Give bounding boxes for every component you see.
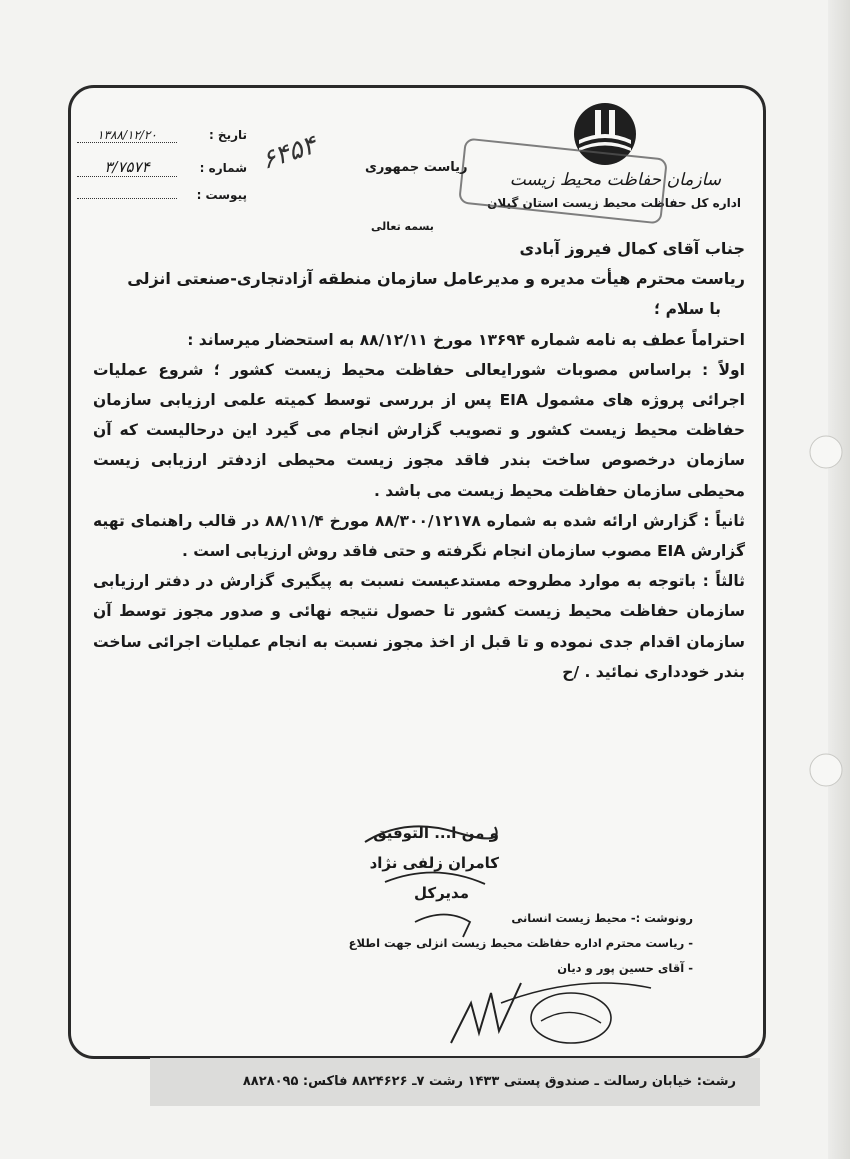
- greeting: با سلام ؛: [653, 300, 721, 319]
- attachment-row: [77, 188, 247, 218]
- attachment-value: [77, 198, 177, 199]
- letter-body: [93, 234, 745, 687]
- signatory-title: مدیرکل: [413, 884, 469, 902]
- initial-signatures: [441, 963, 661, 1053]
- handwritten-number: ۶۴۵۴: [257, 130, 321, 176]
- organization-name: سازمان حفاظت محیط زیست: [509, 170, 721, 190]
- department-name: اداره کل حفاظت محیط زیست استان گیلان: [487, 196, 741, 210]
- recipient-title: ریاست محترم هیأت مدیره و مدیرعامل سازمان منطقه آزادتجاری-صنعتی انزلی: [127, 269, 745, 289]
- closing-phrase: و من ا... التوفیق: [373, 824, 499, 842]
- recipient: جناب آقای کمال فیروز آبادی: [519, 239, 745, 258]
- number-row: [77, 158, 247, 188]
- paragraph-3: ثالثاً : باتوجه به موارد مطروحه مستدعیست نسبت به پیگیری گزارش در دفتر ارزیابی سازمان حفاظت محیط زیست کشور تا حصول نتیجه نهائی و صدور مجوز توسط آن سازمان اقدام جدی نموده و تا قبل از اخذ مجوز نسبت به انجام عملیات اجرائی ساخت بندر خودداری نمائید . /ح: [93, 572, 745, 681]
- letter-frame: [68, 85, 766, 1059]
- footer-address: رشت: خیابان رسالت ـ صندوق پستی ۱۴۳۳ رشت ۷ـ ۸۸۲۴۶۲۶ فاکس: ۸۸۲۸۰۹۵: [150, 1058, 760, 1106]
- paragraph-1: اولاً : براساس مصوبات شورایعالی حفاظت محیط زیست کشور ؛ شروع عملیات اجرائی پروژه های مشمول EIA پس از بررسی توسط کمیته علمی ارزیابی سازمان حفاظت محیط زیست کشور و تصویب گزارش انجام می گیرد این درحالیست که آن سازمان درخصوص ساخت بندر فاقد مجوز زیست محیطی ازدفتر ارزیابی زیست محیطی سازمان حفاظت محیط زیست می باشد .: [93, 360, 745, 500]
- cc-line-2: - آقای حسین پور و دیان: [557, 961, 693, 975]
- presidency-label: ریاست جمهوری: [365, 160, 468, 175]
- number-label: شماره :: [199, 161, 247, 175]
- basmala: بسمه تعالی: [371, 220, 434, 233]
- letter-meta: [77, 128, 247, 218]
- signatory-name: کامران زلفی نژاد: [369, 854, 499, 872]
- cc-line-1: - ریاست محترم اداره حفاظت محیط زیست انزلی جهت اطلاع: [348, 936, 693, 950]
- paragraph-2: ثانیاً : گزارش ارائه شده به شماره ۸۸/۳۰۰/۱۲۱۷۸ مورخ ۸۸/۱۱/۴ در قالب راهنمای تهیه گزارش EIA مصوب سازمان انجام نگرفته و حتی فاقد روش ارزیابی است .: [93, 511, 746, 561]
- signature-block: [370, 818, 499, 908]
- cc-heading: رونوشت :- محیط زیست انسانی: [511, 911, 693, 925]
- date-value: ۱۳۸۸/۱۲/۲۰: [77, 128, 177, 143]
- number-value: ۳/۷۵۷۴: [77, 158, 177, 177]
- date-label: تاریخ :: [208, 128, 247, 142]
- intro: احتراماً عطف به نامه شماره ۱۳۶۹۴ مورخ ۸۸/۱۲/۱۱ به استحضار میرساند :: [187, 330, 745, 349]
- attachment-label: پیوست :: [196, 188, 247, 202]
- date-row: [77, 128, 247, 158]
